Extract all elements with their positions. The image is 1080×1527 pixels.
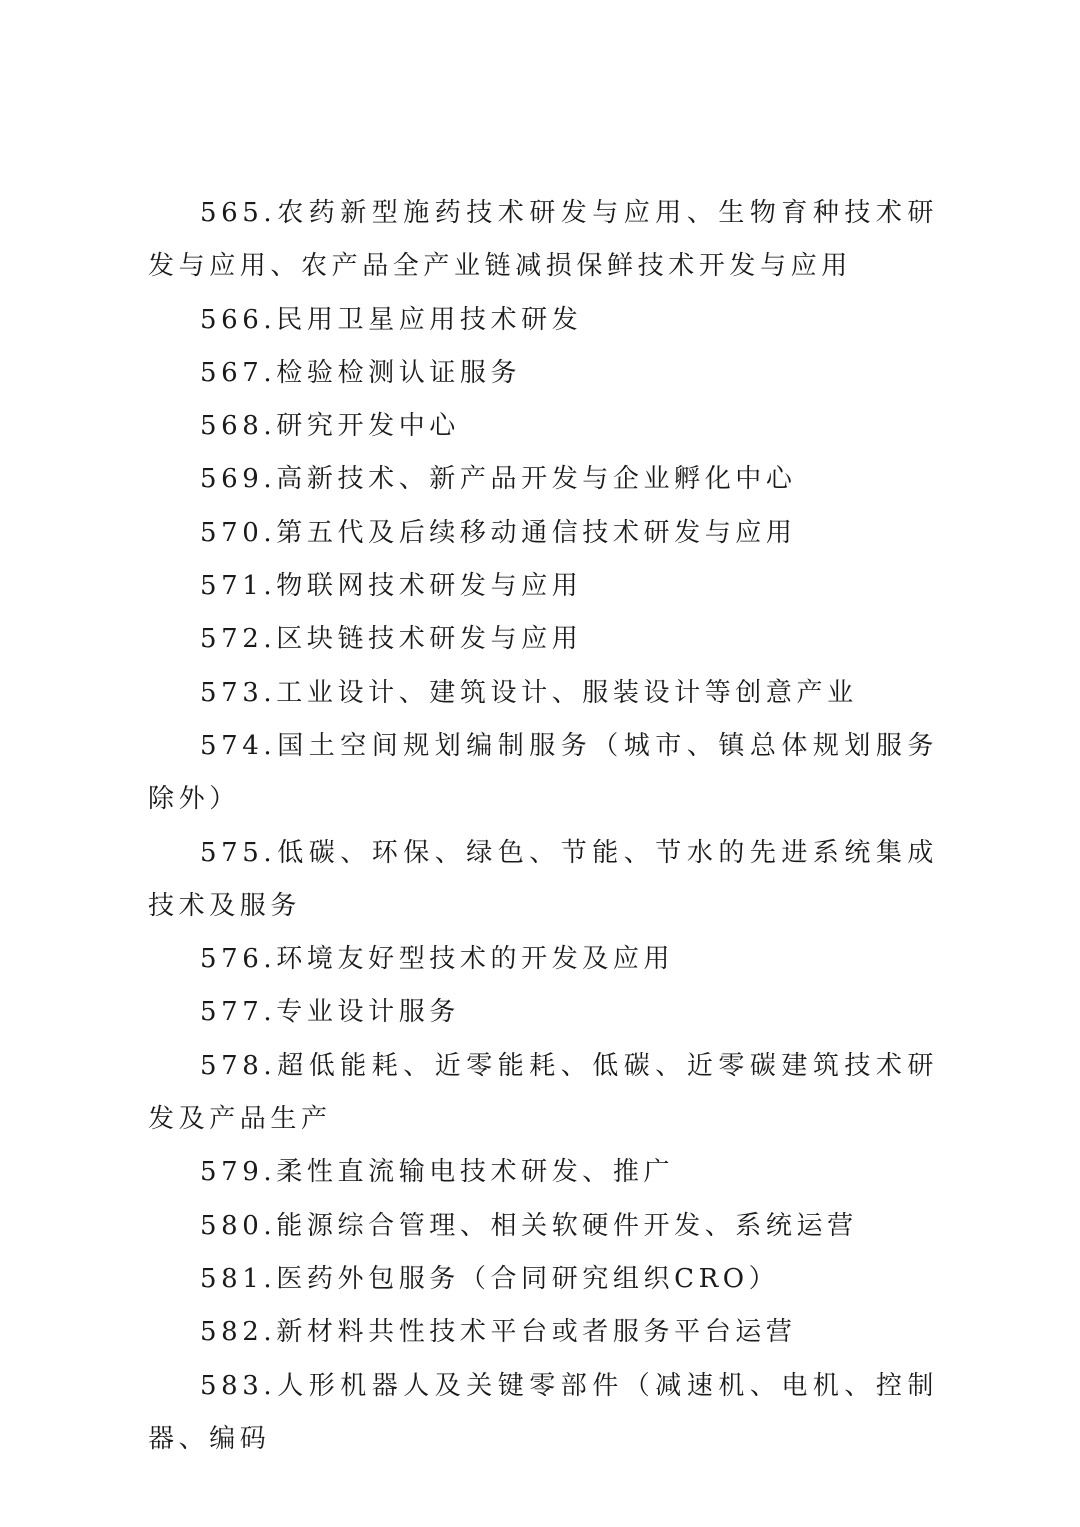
list-item: 578.超低能耗、近零能耗、低碳、近零碳建筑技术研发及产品生产	[148, 1050, 938, 1135]
document-body	[148, 187, 938, 1466]
list-item: 583.人形机器人及关键零部件（减速机、电机、控制器、编码	[148, 1370, 938, 1454]
list-item: 565.农药新型施药技术研发与应用、生物育种技术研发与应用、农产品全产业链减损保鲜技术开发与应用	[148, 198, 938, 282]
list-item: 567.检验检测认证服务	[200, 357, 522, 388]
list-item: 580.能源综合管理、相关软硬件开发、系统运营	[200, 1210, 858, 1241]
list-item: 573.工业设计、建筑设计、服装设计等创意产业	[200, 677, 858, 708]
list-item: 582.新材料共性技术平台或者服务平台运营	[200, 1317, 797, 1348]
list-item: 570.第五代及后续移动通信技术研发与应用	[200, 517, 797, 548]
list-item: 572.区块链技术研发与应用	[200, 624, 583, 655]
list-item: 577.专业设计服务	[200, 997, 460, 1028]
list-item: 569.高新技术、新产品开发与企业孵化中心	[200, 464, 797, 495]
list-item: 579.柔性直流输电技术研发、推广	[200, 1157, 675, 1188]
list-item: 574.国土空间规划编制服务（城市、镇总体规划服务除外）	[148, 730, 938, 815]
list-item: 566.民用卫星应用技术研发	[200, 304, 583, 335]
list-item: 568.研究开发中心	[200, 411, 460, 442]
list-item: 575.低碳、环保、绿色、节能、节水的先进系统集成技术及服务	[148, 837, 938, 921]
list-item: 576.环境友好型技术的开发及应用	[200, 944, 675, 975]
list-item: 581.医药外包服务（合同研究组织CRO）	[200, 1263, 780, 1294]
list-item: 571.物联网技术研发与应用	[200, 571, 583, 602]
